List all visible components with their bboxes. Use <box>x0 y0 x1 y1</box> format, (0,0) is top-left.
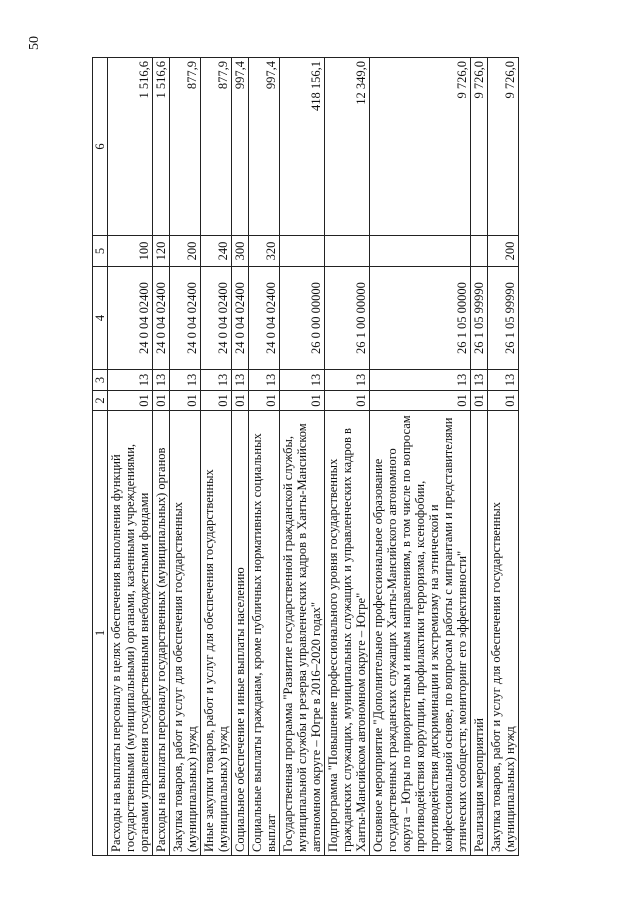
header-cell-section: 2 <box>93 391 108 411</box>
row-amount: 9 726,0 <box>471 58 488 236</box>
row-target-item: 26 0 00 00000 <box>280 267 325 370</box>
row-name: Закупка товаров, работ и услуг для обеспечения государственных (муниципальных) нужд <box>488 411 519 856</box>
row-subsection: 13 <box>325 370 370 391</box>
row-section: 01 <box>153 391 170 411</box>
row-amount: 9 726,0 <box>488 58 519 236</box>
row-name: Закупка товаров, работ и услуг для обеспечения государственных (муниципальных) нужд <box>170 411 201 856</box>
row-section: 01 <box>232 391 249 411</box>
table-row <box>325 58 370 856</box>
row-amount: 1 516,6 <box>153 58 170 236</box>
row-expense-type: 200 <box>170 236 201 267</box>
row-expense-type: 300 <box>232 236 249 267</box>
row-section: 01 <box>488 391 519 411</box>
header-cell-subsection: 3 <box>93 370 108 391</box>
row-expense-type: 100 <box>108 236 153 267</box>
row-name: Социальное обеспечение и иные выплаты населению <box>232 411 249 856</box>
row-target-item: 26 1 05 99990 <box>488 267 519 370</box>
row-expense-type <box>325 236 370 267</box>
row-section: 01 <box>370 391 471 411</box>
table-row <box>201 58 232 856</box>
row-name: Расходы на выплаты персоналу государственных (муниципальных) органов <box>153 411 170 856</box>
row-subsection: 13 <box>232 370 249 391</box>
table-row <box>170 58 201 856</box>
header-row <box>93 58 108 856</box>
row-target-item: 24 0 04 02400 <box>249 267 280 370</box>
row-name: Основное мероприятие "Дополнительное профессиональное образование государственных гражданских служащих Ханты-Мансийского автономного округа – Югры по приоритетным и иным направлениям, в том числе по вопросам противодействия коррупции, профилактики терроризма, ксенофобии, противодействия дискриминации и экстремизму на этнической и конфессиональной основе, по вопросам работы с мигрантами и представителями этнических сообществ; мониторинг его эффективности" <box>370 411 471 856</box>
row-name: Государственная программа "Развитие государственной гражданской службы, муниципальной службы и резерва управленческих кадров в Ханты-Мансийском автономном округе – Югре в 2016–2020 годах" <box>280 411 325 856</box>
row-expense-type <box>471 236 488 267</box>
row-section: 01 <box>249 391 280 411</box>
row-amount: 418 156,1 <box>280 58 325 236</box>
table-row <box>249 58 280 856</box>
table-row <box>153 58 170 856</box>
row-expense-type <box>370 236 471 267</box>
row-section: 01 <box>108 391 153 411</box>
table-rotation-wrapper <box>92 58 638 856</box>
row-name: Подпрограмма "Повышение профессионального уровня государственных гражданских служащих, муниципальных служащих и управленческих кадров в Ханты-Мансийском автономном округе – Югре" <box>325 411 370 856</box>
row-section: 01 <box>170 391 201 411</box>
row-subsection: 13 <box>249 370 280 391</box>
row-section: 01 <box>280 391 325 411</box>
table-row <box>471 58 488 856</box>
row-subsection: 13 <box>201 370 232 391</box>
row-subsection: 13 <box>170 370 201 391</box>
row-amount: 9 726,0 <box>370 58 471 236</box>
row-expense-type: 120 <box>153 236 170 267</box>
row-name: Расходы на выплаты персоналу в целях обеспечения выполнения функций государственными (муниципальными) органами, казенными учреждениями, органами управления государственными внебюджетными фондами <box>108 411 153 856</box>
table-row <box>108 58 153 856</box>
header-cell-target-item: 4 <box>93 267 108 370</box>
row-expense-type: 240 <box>201 236 232 267</box>
row-subsection: 13 <box>153 370 170 391</box>
row-target-item: 24 0 04 02400 <box>170 267 201 370</box>
row-subsection: 13 <box>471 370 488 391</box>
row-target-item: 24 0 04 02400 <box>153 267 170 370</box>
row-amount: 997,4 <box>249 58 280 236</box>
row-amount: 877,9 <box>201 58 232 236</box>
table-row <box>370 58 471 856</box>
row-subsection: 13 <box>488 370 519 391</box>
row-target-item: 26 1 05 99990 <box>471 267 488 370</box>
row-name: Социальные выплаты гражданам, кроме публичных нормативных социальных выплат <box>249 411 280 856</box>
row-target-item: 24 0 04 02400 <box>232 267 249 370</box>
row-amount: 997,4 <box>232 58 249 236</box>
row-expense-type: 320 <box>249 236 280 267</box>
budget-table <box>92 57 519 856</box>
row-amount: 12 349,0 <box>325 58 370 236</box>
table-row <box>280 58 325 856</box>
row-name: Иные закупки товаров, работ и услуг для обеспечения государственных (муниципальных) нужд <box>201 411 232 856</box>
row-amount: 877,9 <box>170 58 201 236</box>
row-target-item: 24 0 04 02400 <box>108 267 153 370</box>
row-target-item: 26 1 00 00000 <box>325 267 370 370</box>
rotated-page <box>92 58 638 856</box>
table-row <box>488 58 519 856</box>
header-cell-expense-type: 5 <box>93 236 108 267</box>
page-number: 50 <box>27 36 42 50</box>
row-target-item: 26 1 05 00000 <box>370 267 471 370</box>
table-row <box>232 58 249 856</box>
row-expense-type <box>280 236 325 267</box>
row-section: 01 <box>471 391 488 411</box>
row-subsection: 13 <box>370 370 471 391</box>
header-cell-amount: 6 <box>93 58 108 236</box>
header-cell-name: 1 <box>93 411 108 856</box>
row-subsection: 13 <box>108 370 153 391</box>
row-section: 01 <box>201 391 232 411</box>
row-subsection: 13 <box>280 370 325 391</box>
row-amount: 1 516,6 <box>108 58 153 236</box>
row-expense-type: 200 <box>488 236 519 267</box>
row-target-item: 24 0 04 02400 <box>201 267 232 370</box>
row-name: Реализация мероприятий <box>471 411 488 856</box>
row-section: 01 <box>325 391 370 411</box>
